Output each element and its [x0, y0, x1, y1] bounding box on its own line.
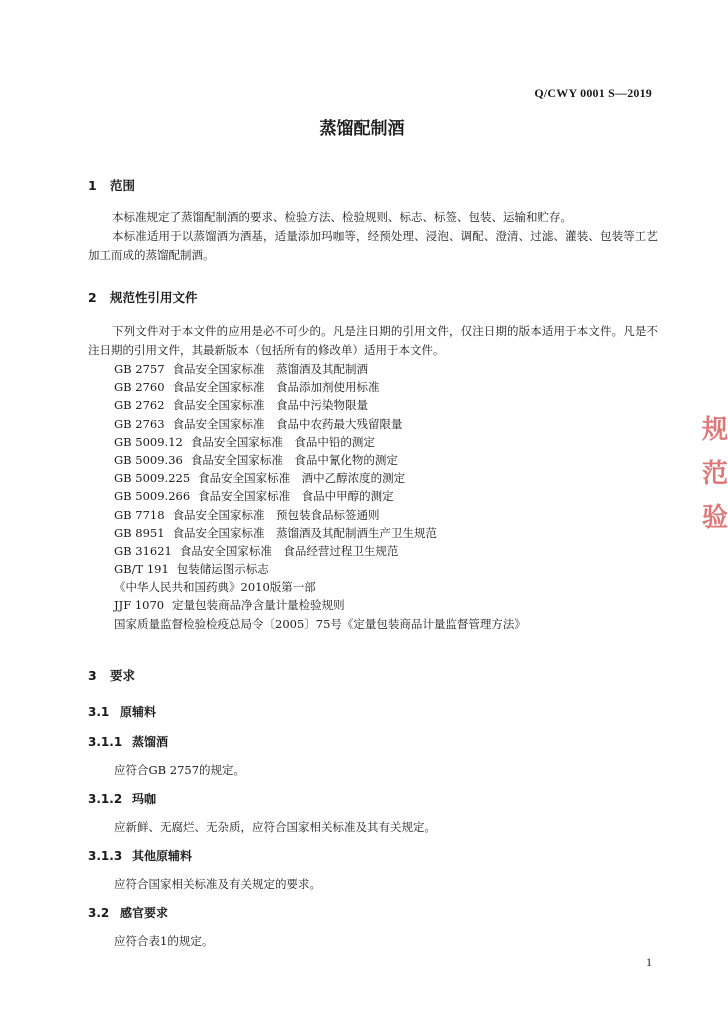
section-3-1-2-heading	[88, 790, 156, 807]
section-3-1-heading	[88, 703, 156, 720]
document-title: 蒸馏配制酒	[319, 119, 405, 139]
reference-code: 国家质量监督检验检疫总局令〔2005〕75号	[114, 616, 342, 631]
reference-code: GB 7718	[114, 507, 165, 522]
seal-stamp: 规 范 验	[702, 415, 728, 533]
reference-item	[114, 487, 526, 505]
standard-code: Q/CWY 0001 S—2019	[534, 86, 652, 100]
reference-item	[114, 469, 526, 487]
section-3-2-text: 应符合表1的规定。	[114, 934, 214, 948]
section-3-1-1-heading	[88, 733, 168, 750]
reference-title: 食品安全国家标准 食品中污染物限量	[172, 398, 369, 413]
references-intro: 下列文件对于本文件的应用是必不可少的。凡是注日期的引用文件，仅注日期的版本适用于本文件。凡是不注日期的引用文件，其最新版本（包括所有的修改单）适用于本文件。	[88, 324, 658, 357]
reference-title: 食品安全国家标准 酒中乙醇浓度的测定	[198, 471, 406, 486]
reference-code: GB 8951	[114, 525, 165, 540]
reference-item	[114, 451, 526, 469]
section-number: 1	[88, 178, 97, 193]
section-title: 要求	[110, 668, 136, 683]
reference-code: GB 2760	[114, 380, 165, 395]
reference-code: GB 5009.225	[114, 471, 191, 486]
reference-item	[114, 524, 526, 542]
reference-item	[114, 560, 526, 578]
section-number: 3.1.2	[88, 792, 123, 806]
reference-title: 食品安全国家标准 预包装食品标签通则	[172, 507, 380, 522]
reference-title: 食品安全国家标准 食品中农药最大残留限量	[172, 416, 403, 431]
reference-code: GB/T 191	[114, 562, 169, 577]
section-number: 3.1.3	[88, 849, 123, 863]
section-title: 玛咖	[132, 792, 157, 806]
reference-code: GB 2763	[114, 416, 165, 431]
reference-code: GB 2757	[114, 362, 165, 376]
reference-title: 包装储运图示标志	[176, 562, 269, 577]
reference-item	[114, 378, 526, 396]
reference-code: GB 5009.12	[114, 434, 183, 449]
reference-item	[114, 396, 526, 414]
section-3-2-heading	[88, 904, 168, 921]
reference-item	[114, 433, 526, 451]
reference-title: 食品安全国家标准 食品添加剂使用标准	[172, 380, 380, 395]
section-3-1-1-text: 应符合GB 2757的规定。	[114, 763, 246, 777]
reference-code: GB 2762	[114, 398, 165, 413]
reference-item	[114, 506, 526, 524]
reference-item	[114, 578, 526, 596]
reference-code: GB 31621	[114, 543, 172, 558]
reference-item	[114, 542, 526, 560]
reference-title: 食品安全国家标准 食品中氰化物的测定	[190, 452, 398, 467]
section-number: 3.1	[88, 705, 110, 719]
reference-title: 食品安全国家标准 蒸馏酒及其配制酒	[172, 362, 369, 376]
section-number: 3	[88, 668, 97, 683]
reference-title: 《定量包装商品计量监督管理方法》	[341, 616, 526, 631]
section-title: 其他原辅料	[132, 849, 193, 863]
reference-title: 2010版第一部	[240, 580, 316, 595]
reference-title: 定量包装商品净含量计量检验规则	[172, 598, 345, 613]
reference-list	[114, 360, 526, 633]
reference-item	[114, 615, 526, 633]
page-number: 1	[646, 955, 652, 969]
reference-title: 食品安全国家标准 蒸馏酒及其配制酒生产卫生规范	[172, 525, 438, 540]
section-title: 规范性引用文件	[110, 290, 198, 305]
section-title: 蒸馏酒	[132, 735, 169, 749]
reference-title: 食品安全国家标准 食品经营过程卫生规范	[179, 543, 399, 558]
section-3-1-3-text: 应符合国家相关标准及有关规定的要求。	[114, 877, 321, 891]
reference-item	[114, 360, 526, 378]
reference-title: 食品安全国家标准 食品中铅的测定	[190, 434, 375, 449]
section-number: 2	[88, 290, 97, 305]
section-title: 范围	[110, 178, 136, 193]
reference-item	[114, 596, 526, 614]
reference-title: 食品安全国家标准 食品中甲醇的测定	[198, 489, 394, 504]
reference-item	[114, 415, 526, 433]
scope-paragraph-1: 本标准规定了蒸馏配制酒的要求、检验方法、检验规则、标志、标签、包装、运输和贮存。	[112, 210, 572, 224]
section-title: 感官要求	[120, 906, 169, 920]
reference-code: GB 5009.266	[114, 489, 191, 504]
scope-paragraph-2: 本标准适用于以蒸馏酒为酒基，适量添加玛咖等，经预处理、浸泡、调配、澄清、过滤、灌装、包装等工艺加工而成的蒸馏配制酒。	[88, 229, 658, 262]
reference-code: JJF 1070	[114, 598, 165, 613]
section-3-1-2-text: 应新鲜、无腐烂、无杂质，应符合国家相关标准及其有关规定。	[114, 820, 436, 834]
reference-code: GB 5009.36	[114, 452, 183, 467]
section-1-heading	[88, 176, 135, 194]
section-3-1-3-heading	[88, 847, 192, 864]
section-title: 原辅料	[120, 705, 157, 719]
section-number: 3.2	[88, 906, 110, 920]
section-2-heading	[88, 288, 198, 306]
section-number: 3.1.1	[88, 735, 123, 749]
reference-code: 《中华人民共和国药典》	[114, 580, 241, 595]
section-3-heading	[88, 666, 135, 684]
